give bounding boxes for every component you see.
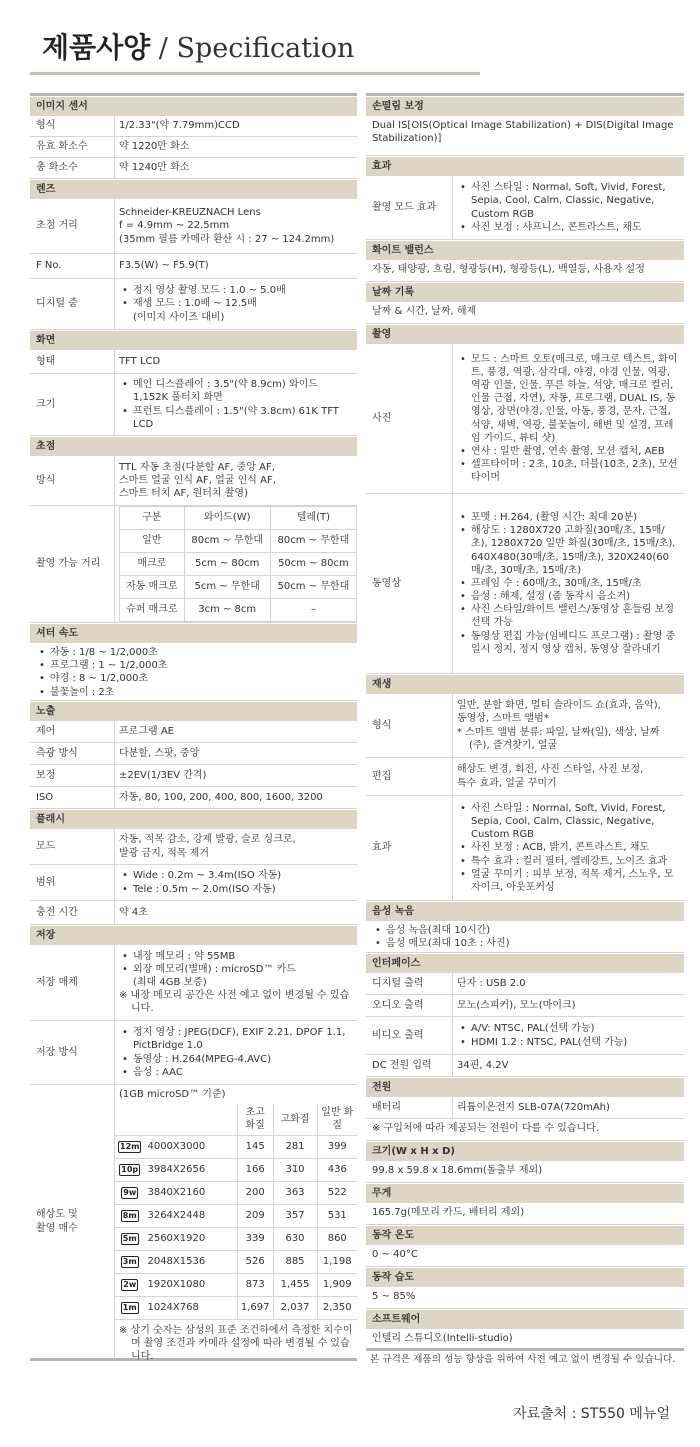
- spec-row: [30, 765, 357, 787]
- spec-label: 크기: [36, 398, 56, 410]
- shots-superfine: 166: [237, 1158, 273, 1181]
- spec-value: [452, 796, 684, 900]
- spec-full-value: 자동, 태양광, 흐림, 형광등(H), 형광등(L), 백열등, 사용자 설정: [366, 260, 684, 282]
- source-credit: 자료출처 : ST550 메뉴얼: [513, 1406, 670, 1422]
- value-item: • 포맷 : H.264, (촬영 시간: 최대 20분): [457, 511, 680, 524]
- spec-row: [30, 721, 357, 743]
- spec-label: 동영상: [372, 577, 401, 589]
- spec-footnote: 본 규격은 제품의 성능 향상을 위하여 사전 예고 없이 변경될 수 있습니다.: [370, 1354, 676, 1365]
- value-item: • Wide : 0.2m ~ 3.4m(ISO 자동): [119, 869, 353, 882]
- value-item: • 사진 스타일 : Normal, Soft, Vivid, Forest, Sepia, Cool, Calm, Classic, Negative, Custom RGB: [457, 181, 680, 221]
- value-item: • 불꽃놀이 : 2초: [36, 686, 351, 699]
- resolution-size: 1920X1080: [144, 1273, 237, 1296]
- value-note: ※ 상기 숫자는 삼성의 표준 조건하에서 측정한 치수이며 촬영 조건과 카메라 설정에 따라 변경될 수 있습니다.: [119, 1324, 353, 1362]
- shots-fine: 885: [273, 1250, 317, 1273]
- section-header: 노출: [30, 701, 357, 721]
- value-item: • 해상도 : 1280X720 고화질(30매/초, 15매/초), 1280X720 일반 화질(30매/초, 15매/초), 640X480(30매/초, 15매/초), 320X240(60매/초, 30매/초, 15매/초): [457, 524, 680, 577]
- spec-value: 프로그램 AE: [114, 721, 357, 742]
- value-line: 동영상, 스마트 앨범*: [457, 713, 549, 725]
- spec-row: [366, 1055, 684, 1077]
- value-item: • 특수 효과 : 컬러 필터, 엘레강트, 노이즈 효과: [457, 855, 680, 868]
- spec-row: [30, 506, 357, 623]
- value-line: 발광 금지, 적목 제거: [119, 847, 209, 859]
- section-header: 동작 습도: [366, 1267, 684, 1287]
- spec-label: 모드: [36, 840, 56, 852]
- spec-label: 촬영 모드 효과: [372, 201, 437, 213]
- table-row: [115, 1158, 357, 1181]
- resolution-size: 1024X768: [144, 1296, 237, 1319]
- shots-normal: 399: [317, 1135, 357, 1158]
- section-header: 촬영: [366, 324, 684, 344]
- shots-normal: 522: [317, 1181, 357, 1204]
- shots-fine: 2,037: [273, 1296, 317, 1319]
- value-item: • 야경 : 8 ~ 1/2,000초: [36, 672, 351, 685]
- spec-label: [30, 1085, 114, 1358]
- spec-value: 1/2.33"(약 7.79mm)CCD: [114, 116, 357, 136]
- value-line: 스마트 터치 AF, 원터치 촬영): [119, 488, 248, 500]
- spec-full-value: [366, 921, 684, 953]
- table-row: [115, 1296, 357, 1319]
- spec-note: ※ 구입처에 따라 제공되는 전원이 다를 수 있습니다.: [366, 1119, 684, 1141]
- resolution-size: 2560X1920: [144, 1227, 237, 1250]
- value-note: * 스마트 앨범 분류: 파일, 날짜(일), 색상, 날짜(주), 즐겨찾기, 얼굴: [457, 726, 660, 751]
- value-item: • 내장 메모리 : 약 55MB: [119, 950, 353, 963]
- table-header: 초고 화질: [237, 1104, 273, 1135]
- spec-value: 약 4초: [114, 901, 357, 924]
- spec-value: F3.5(W) ~ F5.9(T): [114, 254, 357, 278]
- spec-label: 비디오 출력: [372, 1029, 424, 1041]
- spec-value: 약 1240만 화소: [114, 158, 357, 178]
- title-english: Specification: [176, 33, 355, 64]
- spec-row: [366, 176, 684, 240]
- value-note: ※ 내장 메모리 공간은 사전 예고 없이 변경될 수 있습니다.: [119, 990, 350, 1015]
- spec-row: [366, 973, 684, 995]
- table-cell: 50cm ~ 무한대: [270, 576, 356, 599]
- section-header: 셔터 속도: [30, 623, 357, 643]
- value-item: • 사진 보정 : ACB, 밝기, 콘트라스트, 채도: [457, 841, 680, 854]
- value-item: • 프로그램 : 1 ~ 1/2,000초: [36, 659, 351, 672]
- spec-value: 모노(스피커), 모노(마이크): [452, 995, 684, 1016]
- resolution-icon: [115, 1204, 144, 1227]
- shots-superfine: 1,697: [237, 1296, 273, 1319]
- table-header: 와이드(W): [184, 507, 270, 530]
- table-header-empty: [144, 1104, 237, 1135]
- section-header: 인터페이스: [366, 953, 684, 973]
- resolution-size: 2048X1536: [144, 1250, 237, 1273]
- value-item: • A/V: NTSC, PAL(선택 가능): [457, 1022, 680, 1035]
- spec-label: ISO: [36, 791, 54, 803]
- value-line: 해상도 변경, 회전, 사진 스타일, 사진 보정,: [457, 764, 644, 776]
- spec-label: 범위: [36, 876, 56, 888]
- shots-normal: 1,198: [317, 1250, 357, 1273]
- value-item: • 사진 보정 : 샤프니스, 콘트라스트, 채도: [457, 221, 680, 234]
- value-item: • 음성 : 해제, 설정 (줌 동작시 음소거): [457, 590, 680, 603]
- spec-row: [30, 787, 357, 809]
- table-cell: 일반: [120, 530, 185, 553]
- value-item: • 모드 : 스마트 오토(매크로, 매크로 텍스트, 화이트, 풍경, 역광, 삼각대, 야경, 야경 인물, 역광, 역광 인물, 인물, 푸른 하늘, 석양, 매크로 컬러, 인물 근접, 자연), 자동, 프로그램, DUAL IS, 동영상, 장면(야경, 인물, 아동, 풍경, 문자, 근접, 석양, 새벽, 역광, 불꽃놀이, 해변 및 설경, 프레임 가이드, 뷰티 샷): [457, 353, 680, 445]
- table-row: [115, 1181, 357, 1204]
- spec-value: 다분할, 스팟, 중앙: [114, 743, 357, 764]
- value-item: • 셀프타이머 : 2초, 10초, 더블(10초, 2초), 모션 타이머: [457, 458, 680, 484]
- resolution-size: 3264X2448: [144, 1204, 237, 1227]
- shots-fine: 630: [273, 1227, 317, 1250]
- value-sub: (이미지 사이즈 대비): [133, 311, 225, 323]
- value-item: • 외장 메모리(별매) : microSD™ 카드: [119, 963, 353, 976]
- focus-range-table: [119, 506, 357, 622]
- value-item: • 연사 : 일반 촬영, 연속 촬영, 모션 캡처, AEB: [457, 445, 680, 458]
- spec-full-value: [30, 643, 357, 701]
- value-item: • 동영상 편집 가능(임베디드 프로그램) : 촬영 중 일시 정지, 정지 영상 캡처, 동영상 잘라내기: [457, 630, 680, 656]
- spec-label: 유효 화소수: [36, 141, 88, 153]
- spec-label: 촬영 가능 거리: [36, 558, 101, 570]
- section-header: 화이트 밸런스: [366, 240, 684, 260]
- spec-row: [30, 829, 357, 865]
- section-header: 효과: [366, 156, 684, 176]
- resolution-icon-badge: 1m: [122, 1302, 137, 1312]
- spec-value: [114, 1085, 357, 1362]
- table-row: [115, 1227, 357, 1250]
- spec-label: 형태: [36, 355, 56, 367]
- table-header: 텔레(T): [270, 507, 356, 530]
- page-title: [42, 30, 354, 74]
- table-cell: 매크로: [120, 553, 185, 576]
- spec-full-value: 인텔리 스튜디오(Intelli-studio): [366, 1329, 684, 1351]
- value-item: • 재생 모드 : 1.0배 ~ 12.5배: [119, 297, 353, 310]
- spec-value: [114, 199, 357, 253]
- spec-value: 자동, 80, 100, 200, 400, 800, 1600, 3200: [114, 787, 357, 808]
- table-cell: 80cm ~ 무한대: [270, 530, 356, 553]
- spec-value: [114, 374, 357, 435]
- section-header: 화면: [30, 330, 357, 350]
- resolution-size: 4000X3000: [144, 1135, 237, 1158]
- value-item: • 동영상 : H.264(MPEG-4.AVC): [119, 1053, 353, 1066]
- section-header: 재생: [366, 674, 684, 694]
- table-cell: 3cm ~ 8cm: [184, 599, 270, 622]
- spec-value: 단자 : USB 2.0: [452, 973, 684, 994]
- spec-value: [114, 1021, 357, 1084]
- table-cell: 자동 매크로: [120, 576, 185, 599]
- spec-label: 편집: [372, 770, 392, 782]
- spec-label: 측광 방식: [36, 747, 78, 759]
- resolution-icon-badge: 8m: [122, 1210, 137, 1220]
- spec-row: [30, 158, 357, 179]
- table-row: [115, 1135, 357, 1158]
- spec-value: [452, 344, 684, 493]
- spec-label: 초점 거리: [36, 220, 78, 232]
- resolution-icon: [115, 1158, 144, 1181]
- shots-normal: 436: [317, 1158, 357, 1181]
- value-line: (35mm 필름 카메라 환산 시 : 27 ~ 124.2mm): [119, 233, 335, 245]
- shots-superfine: 339: [237, 1227, 273, 1250]
- value-item: • 사진 스타일 : Normal, Soft, Vivid, Forest, Sepia, Cool, Calm, Classic, Negative, Custom RGB: [457, 802, 680, 842]
- value-item: • 정지 영상 촬영 모드 : 1.0 ~ 5.0배: [119, 284, 353, 297]
- section-header: 무게: [366, 1183, 684, 1203]
- spec-row: [30, 254, 357, 279]
- value-item: • 사진 스타일/화이트 밸런스/동영상 흔들림 보정 선택 가능: [457, 603, 680, 629]
- label-line: 해상도 및: [36, 1209, 78, 1221]
- spec-label: 배터리: [372, 1101, 401, 1113]
- value-item: • 프레임 수 : 60매/초, 30매/초, 15매/초: [457, 577, 680, 590]
- spec-row: [366, 1097, 684, 1119]
- spec-label: 효과: [372, 842, 392, 854]
- spec-full-value: 165.7g(메모리 카드, 배터리 제외): [366, 1203, 684, 1225]
- spec-full-value: 5 ~ 85%: [366, 1287, 684, 1309]
- resolution-icon-badge: 2w: [123, 1279, 137, 1289]
- table-header: 구분: [120, 507, 185, 530]
- spec-label: 오디오 출력: [372, 999, 424, 1011]
- value-item: • 메인 디스플레이 : 3.5"(약 8.9cm) 와이드 1,152K 풀터치 화면: [119, 378, 353, 404]
- spec-label: 사진: [372, 412, 392, 424]
- title-underline: [30, 72, 480, 75]
- spec-label: 제어: [36, 725, 56, 737]
- spec-value: [452, 694, 684, 757]
- value-line: f = 4.9mm ~ 22.5mm: [119, 220, 230, 232]
- value-line: Schneider-KREUZNACH Lens: [119, 207, 261, 219]
- table-row: [115, 1250, 357, 1273]
- spec-label: 방식: [36, 474, 56, 486]
- value-line: 일반, 분할 화면, 멀티 슬라이드 쇼(효과, 음악),: [457, 700, 661, 712]
- spec-value: [452, 1017, 684, 1054]
- resolution-table: [115, 1104, 357, 1319]
- spec-row: [30, 743, 357, 765]
- spec-value: [452, 758, 684, 795]
- spec-row: [30, 456, 357, 506]
- label-line: 촬영 매수: [36, 1222, 78, 1234]
- shots-normal: 1,909: [317, 1273, 357, 1296]
- spec-value: [452, 494, 684, 673]
- section-header: 렌즈: [30, 179, 357, 199]
- spec-value: 약 1220만 화소: [114, 137, 357, 157]
- spec-value: 34핀, 4.2V: [452, 1055, 684, 1076]
- table-row: [115, 1273, 357, 1296]
- table-cell: 50cm ~ 80cm: [270, 553, 356, 576]
- spec-label: 형식: [372, 719, 392, 731]
- spec-label: 형식: [36, 120, 56, 132]
- spec-row: [366, 694, 684, 758]
- value-sub: (최대 4GB 보증): [133, 976, 207, 988]
- shots-fine: 281: [273, 1135, 317, 1158]
- shots-fine: 310: [273, 1158, 317, 1181]
- spec-label: 디지털 줌: [36, 298, 78, 310]
- spec-value: [114, 865, 357, 900]
- resolution-icon: [115, 1250, 144, 1273]
- spec-row: [366, 494, 684, 674]
- table-header-empty: [115, 1104, 144, 1135]
- shots-normal: 860: [317, 1227, 357, 1250]
- table-header: 일반 화질: [317, 1104, 357, 1135]
- spec-full-value: Dual IS[OIS(Optical Image Stabilization) + DIS(Digital Image Stabilization)]: [366, 116, 684, 156]
- spec-value: [114, 945, 357, 1020]
- value-line: 특수 효과, 얼굴 꾸미기: [457, 777, 557, 789]
- spec-row: [366, 344, 684, 494]
- spec-row: [366, 758, 684, 796]
- section-header: 소프트웨어: [366, 1309, 684, 1329]
- resolution-icon-badge: 3m: [122, 1256, 137, 1266]
- section-header: 전원: [366, 1077, 684, 1097]
- section-header: 초점: [30, 436, 357, 456]
- value-item: • 정지 영상 : JPEG(DCF), EXIF 2.21, DPOF 1.1, PictBridge 1.0: [119, 1026, 353, 1052]
- spec-row: [366, 1017, 684, 1055]
- spec-row: [366, 796, 684, 901]
- spec-row: [366, 995, 684, 1017]
- spec-value: [452, 176, 684, 239]
- spec-row: [30, 945, 357, 1021]
- spec-label: 충전 시간: [36, 906, 78, 918]
- value-line: TTL 자동 초점(다분할 AF, 중앙 AF,: [119, 461, 275, 473]
- resolution-icon: [115, 1273, 144, 1296]
- value-item: • 자동 : 1/8 ~ 1/2,000초: [36, 646, 351, 659]
- spec-row: [30, 116, 357, 137]
- spec-value: [114, 829, 357, 864]
- spec-label: 총 화소수: [36, 162, 78, 174]
- spec-value: TFT LCD: [114, 350, 357, 373]
- value-item: • 프런트 디스플레이 : 1.5"(약 3.8cm) 61K TFT LCD: [119, 405, 353, 431]
- section-header: 플래시: [30, 809, 357, 829]
- spec-row: [30, 901, 357, 925]
- shots-normal: 531: [317, 1204, 357, 1227]
- spec-label: 보정: [36, 769, 56, 781]
- resolution-icon-badge: 10p: [121, 1164, 139, 1174]
- spec-right-column: [366, 93, 684, 1370]
- table-cell: –: [270, 599, 356, 622]
- section-header: 손떨림 보정: [366, 96, 684, 116]
- spec-row: [30, 1021, 357, 1085]
- value-line: 자동, 적목 감소, 강제 발광, 슬로 싱크로,: [119, 834, 296, 846]
- shots-normal: 2,350: [317, 1296, 357, 1319]
- spec-label: 저장 매체: [36, 976, 78, 988]
- spec-label: DC 전원 입력: [372, 1059, 432, 1071]
- section-header: 날짜 기록: [366, 282, 684, 302]
- spec-row: [30, 374, 357, 436]
- title-korean: 제품사양: [42, 31, 151, 64]
- resolution-icon: [115, 1296, 144, 1319]
- table-header: 고화질: [273, 1104, 317, 1135]
- table-cell: 80cm ~ 무한대: [184, 530, 270, 553]
- table-cell: 5cm ~ 80cm: [184, 553, 270, 576]
- spec-row: [30, 137, 357, 158]
- spec-value: [114, 279, 357, 329]
- spec-value: ±2EV(1/3EV 간격): [114, 765, 357, 786]
- table-cell: 슈퍼 매크로: [120, 599, 185, 622]
- resolution-icon: [115, 1135, 144, 1158]
- spec-left-column: [30, 93, 357, 1361]
- table-cell: 5cm ~ 무한대: [184, 576, 270, 599]
- shots-fine: 1,455: [273, 1273, 317, 1296]
- section-header: 저장: [30, 925, 357, 945]
- table-row: [115, 1204, 357, 1227]
- spec-row: [30, 1085, 357, 1361]
- value-item: • 음성 녹음(최대 10시간): [372, 924, 678, 937]
- section-header: 동작 온도: [366, 1225, 684, 1245]
- spec-value: 리튬이온전지 SLB-07A(720mAh): [452, 1097, 684, 1118]
- resolution-icon-badge: 12m: [120, 1141, 140, 1151]
- value-item: • Tele : 0.5m ~ 2.0m(ISO 자동): [119, 883, 353, 896]
- shots-superfine: 209: [237, 1204, 273, 1227]
- value-item: • 얼굴 꾸미기 : 피부 보정, 적목 제거, 스노우, 모자이크, 아웃포커싱: [457, 868, 680, 894]
- resolution-icon-badge: 9w: [123, 1187, 137, 1197]
- section-header: 음성 녹음: [366, 901, 684, 921]
- spec-value: [114, 456, 357, 505]
- title-separator: /: [150, 33, 177, 64]
- shots-fine: 357: [273, 1204, 317, 1227]
- table-caption: (1GB microSD™ 기준): [119, 1089, 226, 1100]
- spec-row: [30, 865, 357, 901]
- spec-label: F No.: [36, 260, 62, 272]
- value-line: 스마트 얼굴 인식 AF, 얼굴 인식 AF,: [119, 474, 276, 486]
- spec-full-value: 0 ~ 40°C: [366, 1245, 684, 1267]
- spec-label: 저장 방식: [36, 1046, 78, 1058]
- spec-row: [30, 350, 357, 374]
- shots-superfine: 873: [237, 1273, 273, 1296]
- shots-superfine: 145: [237, 1135, 273, 1158]
- resolution-icon: [115, 1227, 144, 1250]
- shots-superfine: 526: [237, 1250, 273, 1273]
- spec-full-value: 99.8 x 59.8 x 18.6mm(돌출부 제외): [366, 1161, 684, 1183]
- shots-fine: 363: [273, 1181, 317, 1204]
- resolution-icon: [115, 1181, 144, 1204]
- value-item: • 음성 메모(최대 10초 : 사진): [372, 937, 678, 950]
- spec-full-value: 날짜 & 시간, 날짜, 해제: [366, 302, 684, 324]
- spec-label: 디지털 출력: [372, 977, 424, 989]
- spec-value: [114, 506, 357, 622]
- spec-row: [30, 279, 357, 330]
- section-header: 크기(W x H x D): [366, 1141, 684, 1161]
- shots-superfine: 200: [237, 1181, 273, 1204]
- section-header: 이미지 센서: [30, 96, 357, 116]
- value-item: • 음성 : AAC: [119, 1066, 353, 1079]
- resolution-icon-badge: 5m: [122, 1233, 137, 1243]
- resolution-size: 3840X2160: [144, 1181, 237, 1204]
- spec-row: [30, 199, 357, 254]
- value-item: • HDMI 1.2 : NTSC, PAL(선택 가능): [457, 1036, 680, 1049]
- resolution-size: 3984X2656: [144, 1158, 237, 1181]
